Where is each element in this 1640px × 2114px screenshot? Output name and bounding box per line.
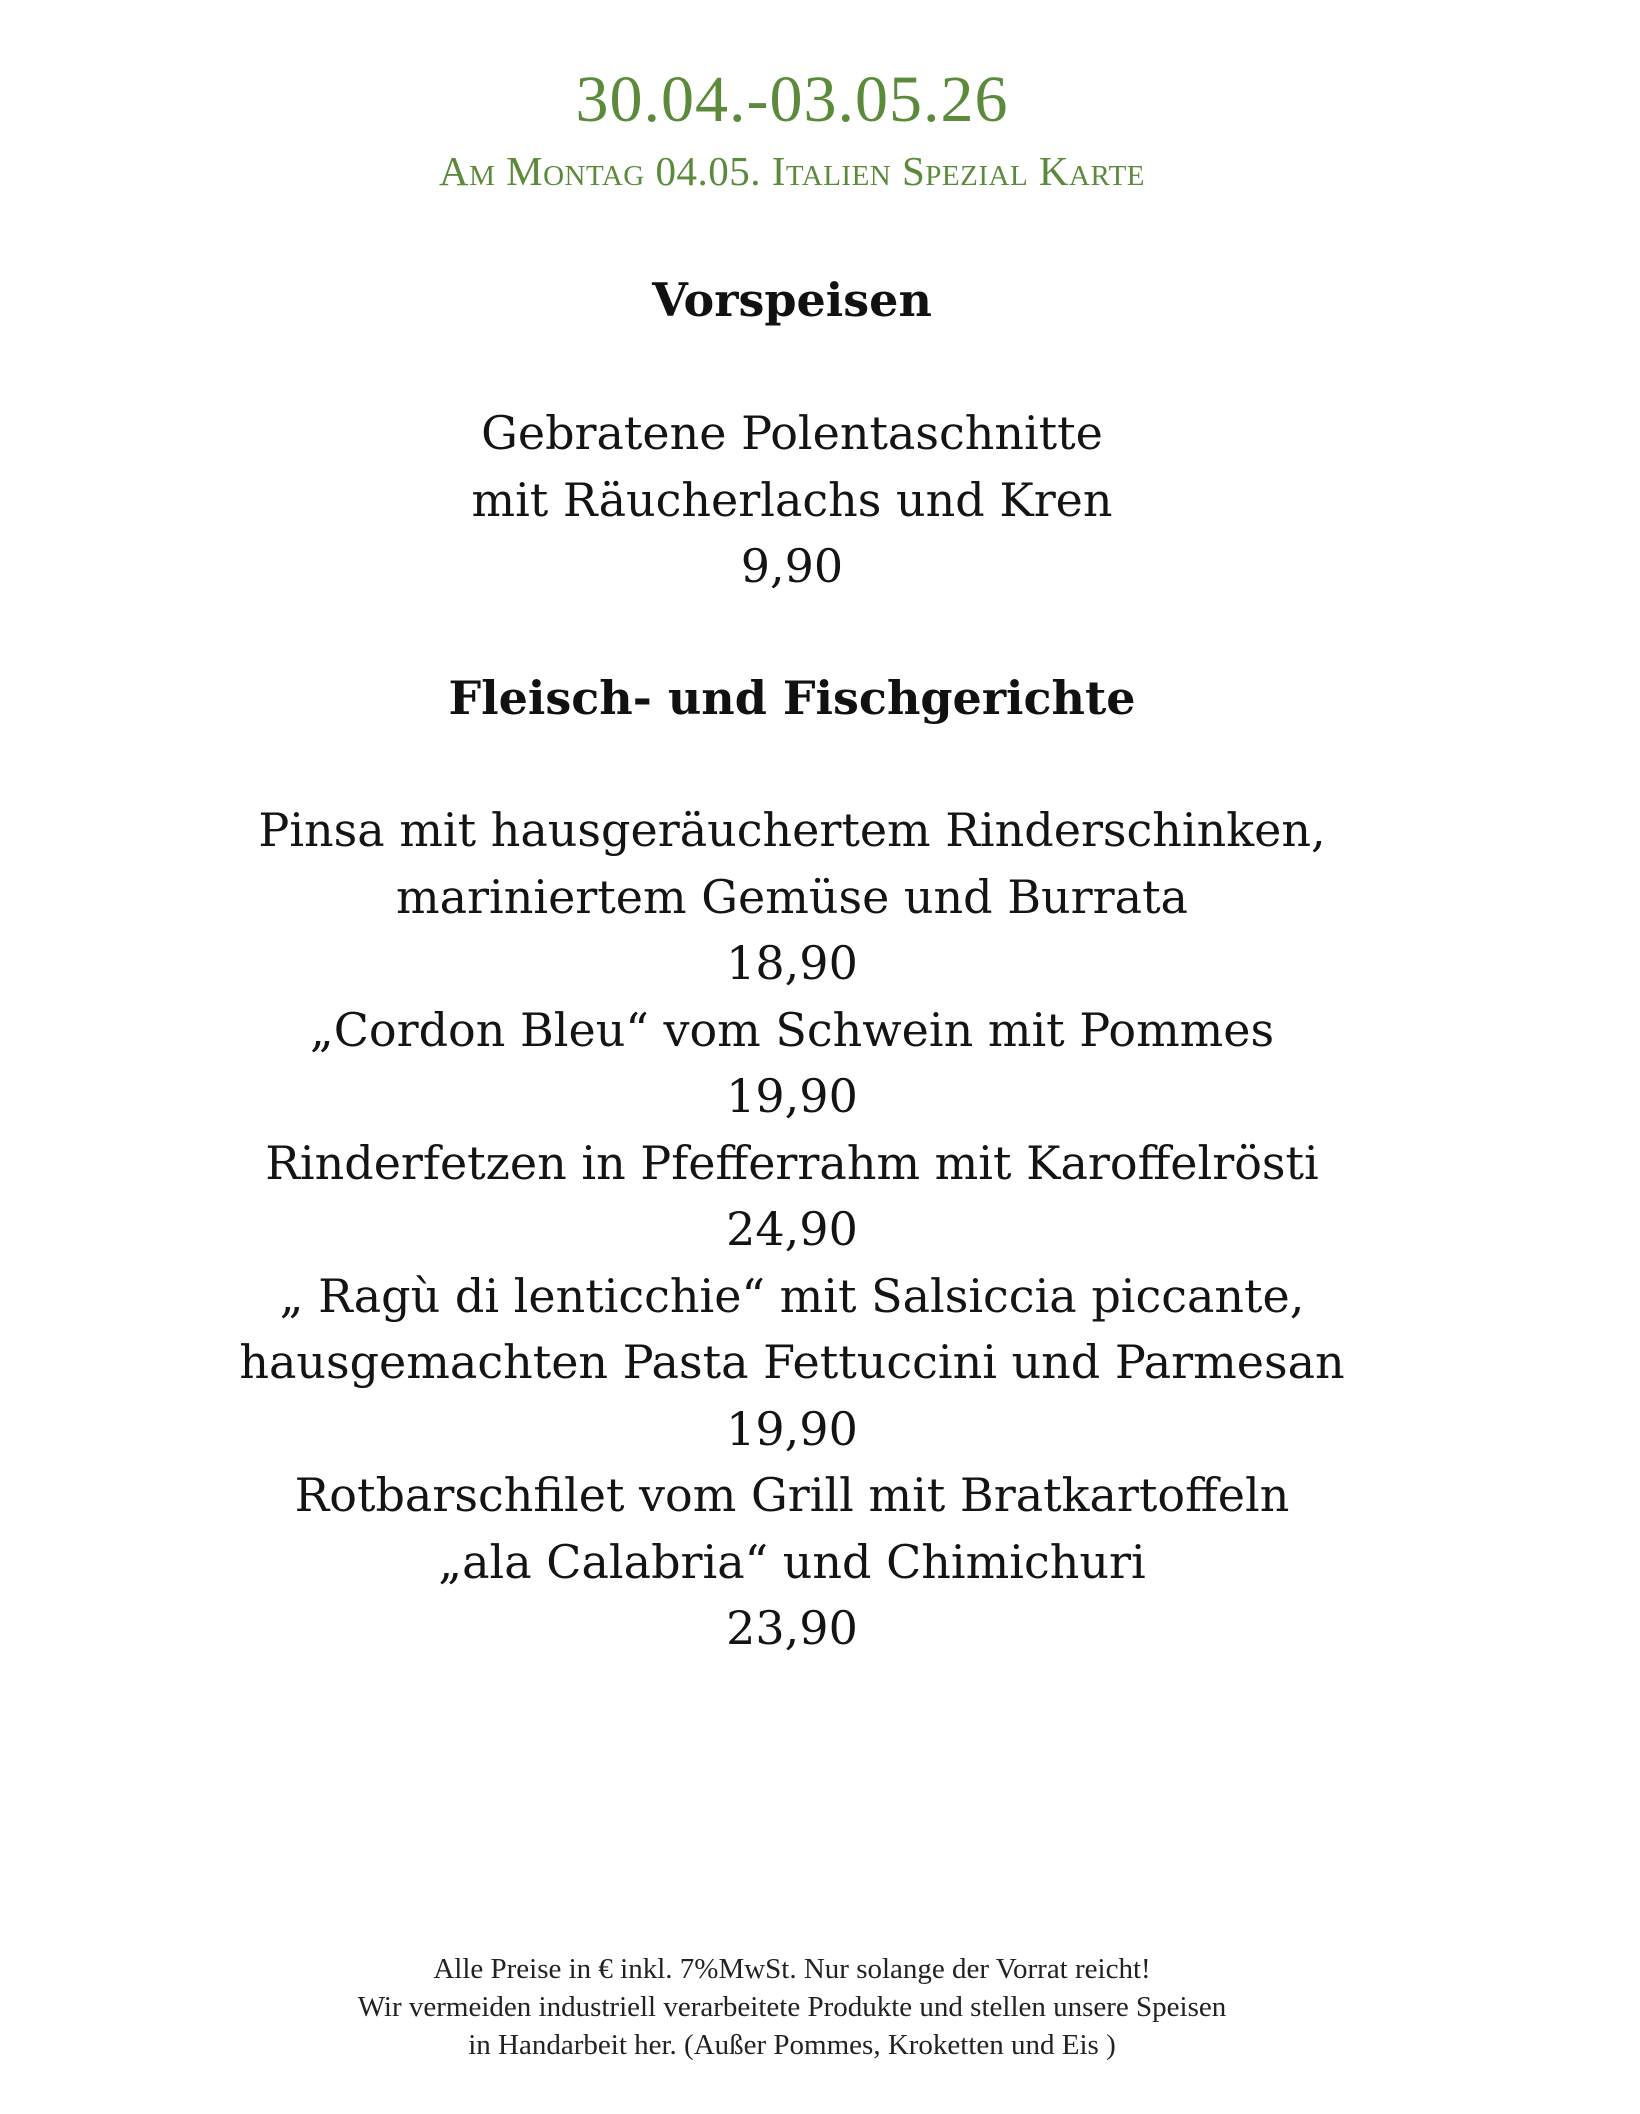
dish-description-line: „Cordon Bleu“ vom Schwein mit Pommes	[309, 1002, 1275, 1057]
dish-price: 19,90	[726, 1069, 858, 1123]
footer-line: Alle Preise in € inkl. 7%MwSt. Nur solange der Vorrat reicht!	[433, 1953, 1151, 1985]
price-disclaimer-footer	[0, 1950, 1584, 2064]
menu-item	[0, 1263, 1584, 1463]
vorspeisen-list	[0, 400, 1584, 600]
fleisch-fisch-list	[0, 797, 1584, 1662]
section-heading-fleisch-fisch: Fleisch- und Fischgerichte	[448, 671, 1136, 725]
dish-price: 23,90	[726, 1601, 858, 1655]
date-range-title: 30.04.-03.05.26	[575, 63, 1009, 136]
footer-line: in Handarbeit her. (Außer Pommes, Kroketten und Eis )	[468, 2029, 1116, 2061]
section-heading-vorspeisen: Vorspeisen	[652, 273, 932, 327]
dish-description-line: Rotbarschfilet vom Grill mit Bratkartoffeln	[294, 1468, 1290, 1522]
menu-item	[0, 997, 1584, 1130]
dish-price: 19,90	[726, 1401, 858, 1456]
dish-description-line: mariniertem Gemüse und Burrata	[396, 869, 1188, 924]
dish-price: 9,90	[740, 539, 844, 593]
dish-price: 18,90	[726, 936, 858, 990]
menu-item	[0, 1130, 1584, 1263]
dish-description-line: hausgemachten Pasta Fettuccini und Parmesan	[239, 1335, 1345, 1389]
dish-description-line: „ Ragù di lenticchie“ mit Salsiccia piccante,	[279, 1268, 1305, 1323]
special-menu-subtitle: Am Montag 04.05. Italien Spezial Karte	[438, 148, 1146, 194]
dish-price: 24,90	[726, 1202, 858, 1256]
dish-description-line: Rinderfetzen in Pfefferrahm mit Karoffelrösti	[265, 1135, 1319, 1190]
dish-description-line: mit Räucherlachs und Kren	[471, 472, 1113, 527]
dish-description-line: „ala Calabria“ und Chimichuri	[438, 1534, 1146, 1589]
dish-description-line: Pinsa mit hausgeräuchertem Rinderschinken,	[258, 803, 1326, 857]
menu-item	[0, 400, 1584, 600]
menu-item	[0, 797, 1584, 997]
menu-item	[0, 1462, 1584, 1662]
dish-description-line: Gebratene Polentaschnitte	[481, 406, 1103, 460]
footer-line: Wir vermeiden industriell verarbeitete Produkte und stellen unsere Speisen	[357, 1991, 1227, 2023]
